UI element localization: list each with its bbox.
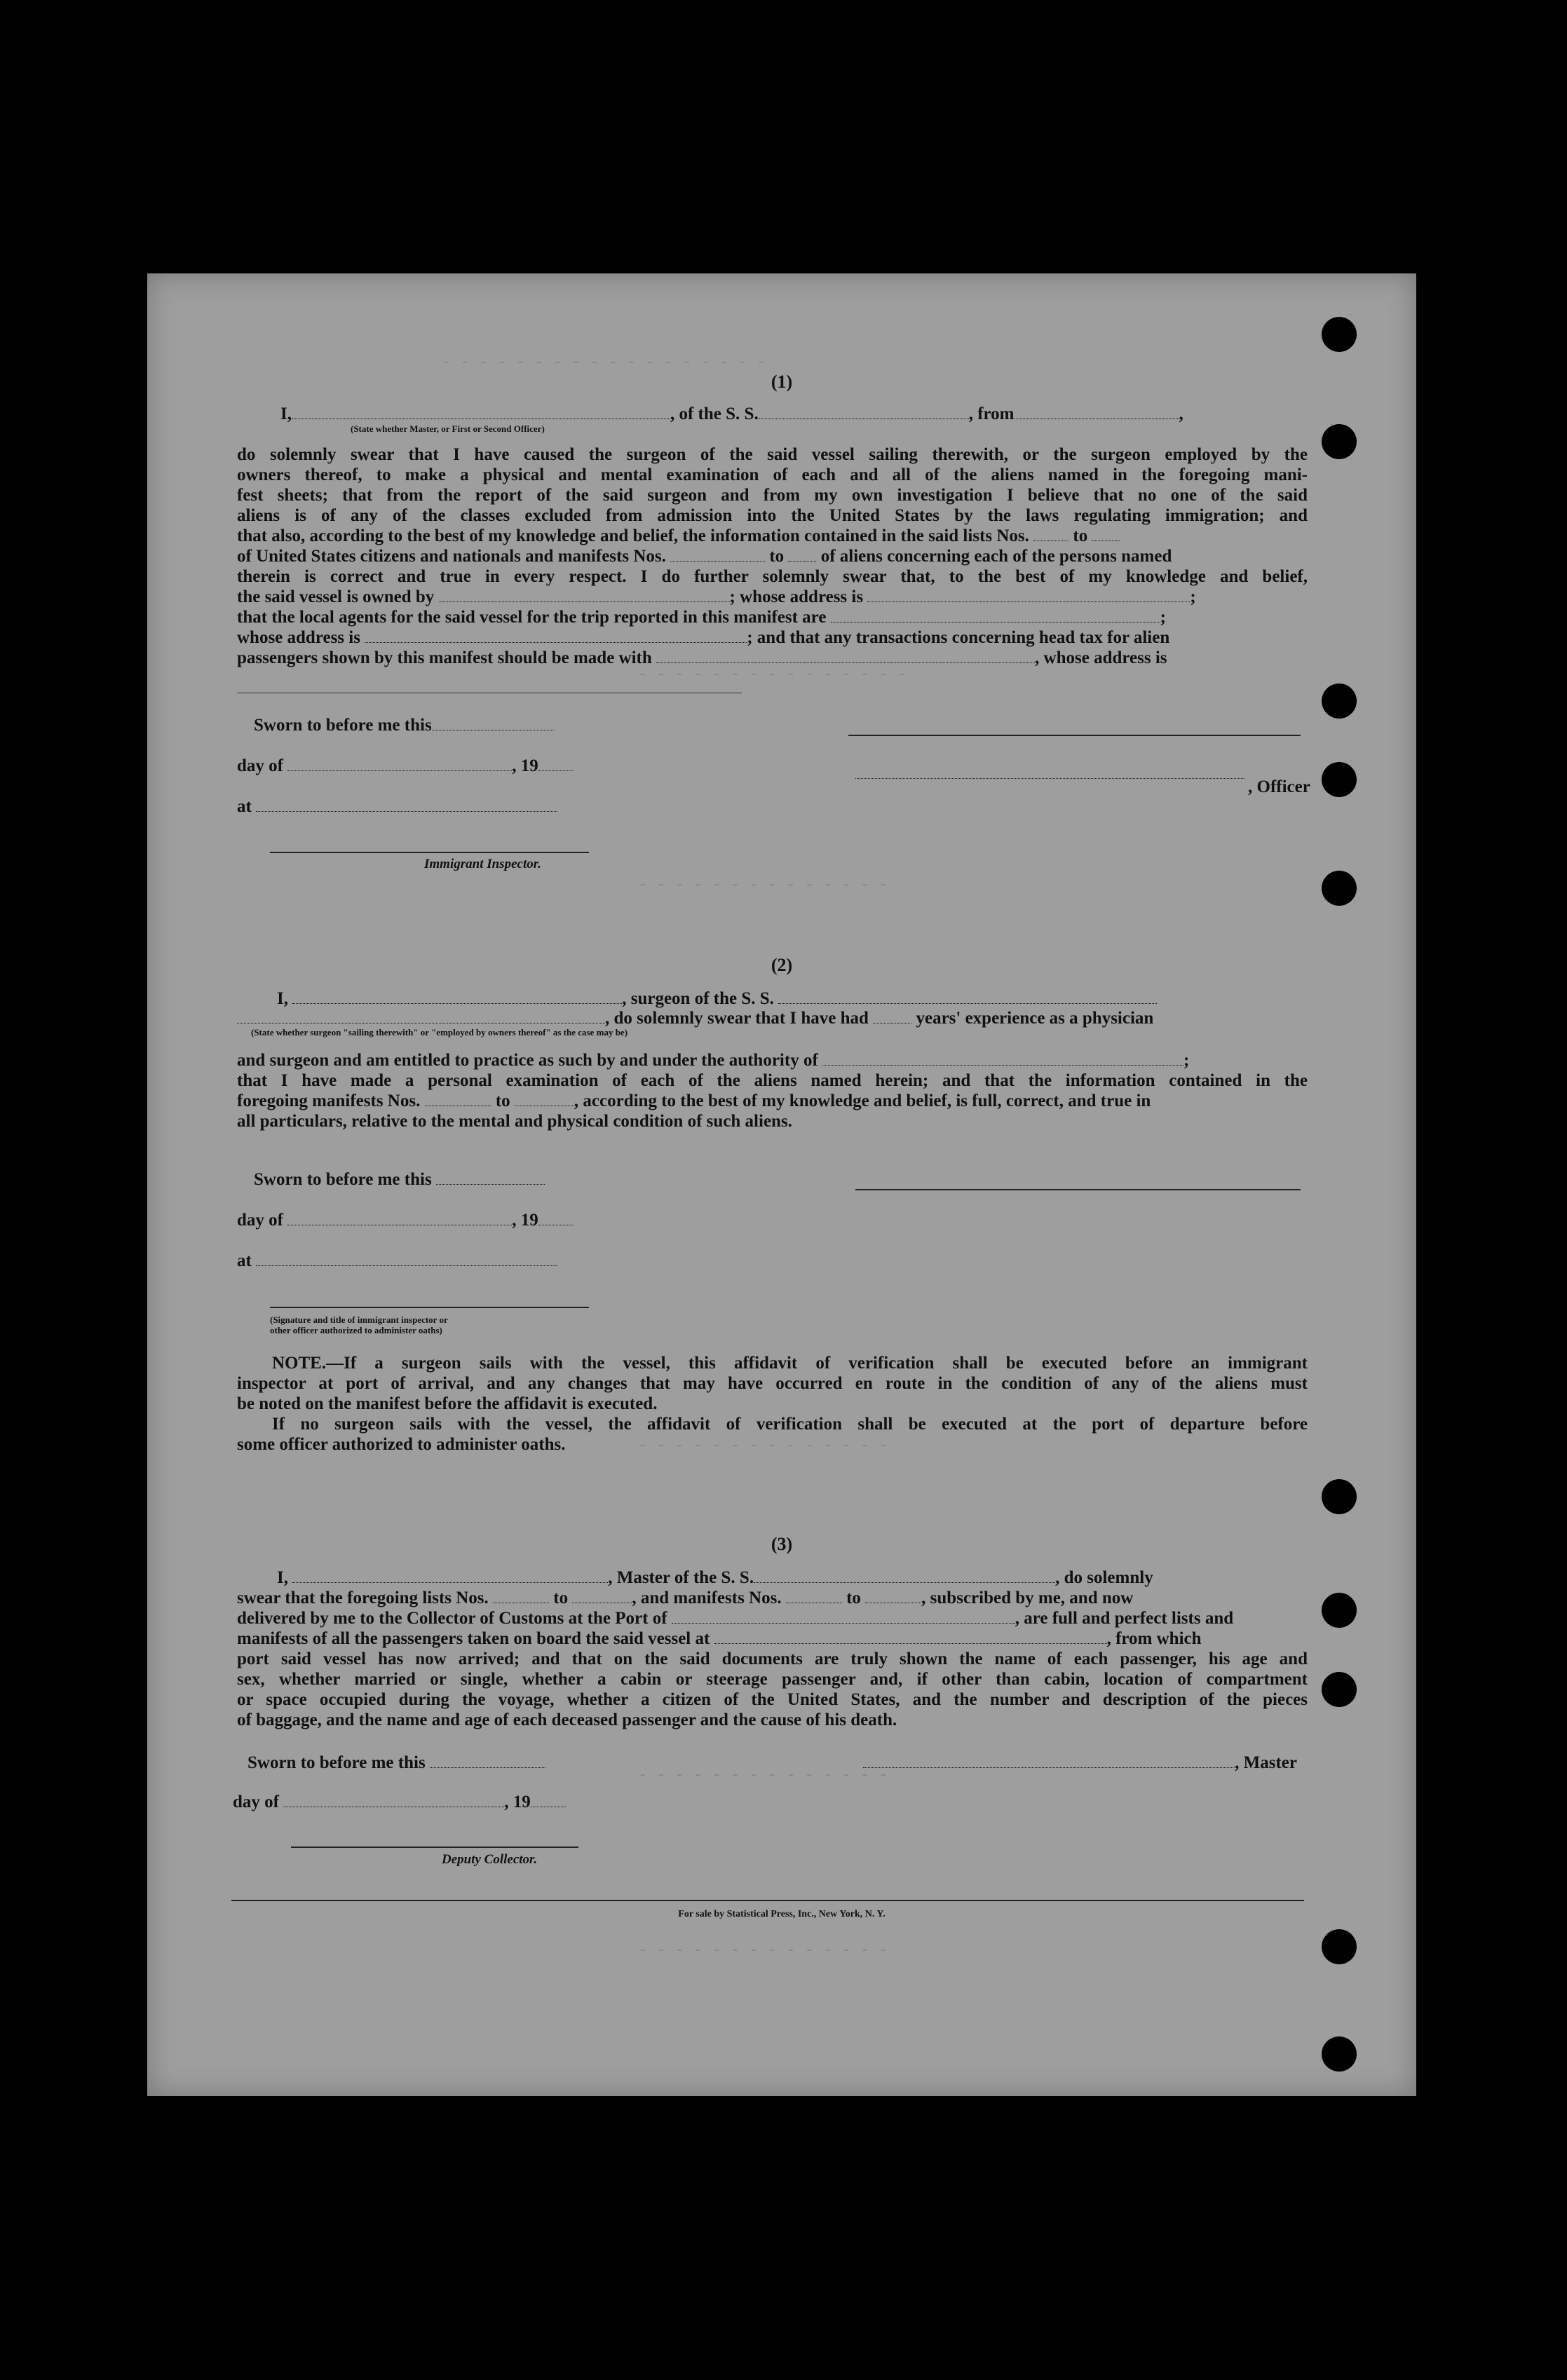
- surgeon-name-field[interactable]: [292, 991, 622, 1004]
- s2-manifests-from-field[interactable]: [425, 1093, 491, 1106]
- surgeon-ship-field[interactable]: [778, 991, 1157, 1004]
- s2-manifests-to-field[interactable]: [515, 1093, 574, 1106]
- s1-from-field[interactable]: [1015, 406, 1179, 419]
- text: , Master of the S. S.: [608, 1568, 754, 1587]
- s2-sig-note: [270, 1314, 448, 1335]
- s2-line-2: [237, 1008, 1308, 1028]
- s3-lists-line: [237, 1588, 1308, 1608]
- note-line: If no surgeon sails with the vessel, the affidavit of verification shall be executed at the port of departure before: [272, 1415, 1308, 1434]
- text: , do solemnly swear that I have had: [605, 1009, 869, 1028]
- text: , from which: [1106, 1629, 1202, 1648]
- text: manifests of all the passengers taken on board the said vessel at: [237, 1629, 710, 1648]
- note-line: [237, 1353, 1308, 1373]
- text: Sworn to before me this: [254, 716, 432, 735]
- manifest-page: [147, 273, 1416, 2096]
- s1-agents-line: [237, 607, 1308, 627]
- owner-field[interactable]: [439, 589, 730, 602]
- text: , subscribed by me, and now: [921, 1589, 1134, 1607]
- text: other officer authorized to administer oaths): [270, 1325, 442, 1335]
- year-field[interactable]: [538, 758, 574, 771]
- s2-sworn-field[interactable]: [436, 1171, 545, 1185]
- s1-officer: , Officer: [1248, 777, 1310, 796]
- text: I,: [277, 989, 288, 1008]
- s2-body-line: all particulars, relative to the mental and physical condition of such aliens.: [237, 1112, 792, 1131]
- s3-lists-to-field[interactable]: [572, 1590, 632, 1603]
- binder-hole: [1322, 1593, 1357, 1628]
- s1-owner-line: [237, 587, 1308, 607]
- text: ; and that any transactions concerning head tax for alien: [747, 628, 1170, 647]
- s2-manifests-line: [237, 1091, 1308, 1111]
- s1-note: (State whether Master, or First or Second Officer): [351, 423, 545, 434]
- text: , whose address is: [1035, 648, 1167, 667]
- years-field[interactable]: [873, 1010, 911, 1024]
- s1-manifests-line: [237, 546, 1308, 566]
- text: to: [1073, 526, 1088, 545]
- binder-hole: [1322, 684, 1357, 719]
- text: ;: [1190, 587, 1196, 606]
- text: at: [237, 797, 252, 816]
- s2-line-1: [277, 988, 1301, 1009]
- s2-at: [237, 1251, 557, 1271]
- owner-address-field[interactable]: [867, 589, 1190, 602]
- binder-hole: [1322, 1672, 1357, 1707]
- s3-body: [237, 1588, 1308, 1730]
- s1-ship-field[interactable]: [759, 406, 969, 419]
- s2-day-field[interactable]: [287, 1212, 512, 1225]
- lists-to-field[interactable]: [1092, 528, 1120, 541]
- s3-day-field[interactable]: [283, 1794, 504, 1807]
- note-line: inspector at port of arrival, and any changes that may have occurred en route in the condition of any of the aliens must: [237, 1374, 1308, 1393]
- binder-hole: [1322, 317, 1357, 352]
- text: ; whose address is: [729, 587, 864, 606]
- bleed-through: - - - - - - - - - - - - - -: [638, 1767, 888, 1784]
- master-name-field[interactable]: [292, 1570, 608, 1583]
- s2-note: (State whether surgeon "sailing therewith" or "employed by owners thereof" as the case may be): [251, 1027, 628, 1038]
- text: —If a surgeon sails with the vessel, this affidavit of verification shall be executed before an immigrant: [326, 1354, 1308, 1373]
- text: , 19: [504, 1793, 531, 1811]
- text: , Master: [1235, 1753, 1297, 1772]
- s3-body-line: of baggage, and the name and age of each deceased passenger and the cause of his death.: [237, 1711, 897, 1729]
- note-line: be noted on the manifest before the affidavit is executed.: [237, 1394, 658, 1413]
- text: to: [495, 1092, 510, 1110]
- text: that also, according to the best of my knowledge and belief, the information contained in the said lists Nos.: [237, 526, 1029, 545]
- text: to: [553, 1589, 569, 1607]
- s3-port-line: [237, 1608, 1308, 1628]
- s1-name-field[interactable]: [292, 406, 670, 419]
- s3-manifests-to-field[interactable]: [865, 1590, 921, 1603]
- section-1-heading: (1): [771, 372, 793, 392]
- s2-sig-rule: [270, 1307, 589, 1308]
- text: ;: [1183, 1051, 1190, 1070]
- bleed-through: - - - - - - - - - - - - - -: [638, 1437, 888, 1455]
- bleed-through: - - - - - - - - - - - - - -: [638, 1942, 888, 1959]
- s3-line-1: [277, 1568, 1308, 1588]
- manifests-to-field[interactable]: [788, 548, 816, 562]
- text: passengers shown by this manifest should be made with: [237, 648, 652, 667]
- bleed-through: - - - - - - - - - - - - - -: [638, 876, 888, 894]
- text: , 19: [512, 1211, 538, 1230]
- master-ship-field[interactable]: [754, 1570, 1055, 1583]
- s3-manifests-from-field[interactable]: [786, 1590, 842, 1603]
- s1-body-line: owners thereof, to make a physical and mental examination of each and all of the aliens named in the foregoing mani-: [237, 465, 1308, 484]
- s3-body-line: sex, whether married or single, whether a cabin or steerage passenger and, if other than cabin, location of compartment: [237, 1670, 1308, 1689]
- s2-at-field[interactable]: [256, 1253, 557, 1266]
- s3-lists-from-field[interactable]: [493, 1590, 549, 1603]
- s1-line-1: I, , of the S. S. , from ,: [280, 404, 1183, 423]
- master-signature-field[interactable]: [863, 1755, 1235, 1768]
- manifests-from-field[interactable]: [670, 548, 765, 562]
- text: , and manifests Nos.: [632, 1589, 782, 1607]
- s1-body-line: fest sheets; that from the report of the said surgeon and from my own investigation I believe that no one of the said: [237, 486, 1308, 505]
- section-3-heading: (3): [771, 1534, 793, 1554]
- footer-imprint: For sale by Statistical Press, Inc., New York, N. Y.: [678, 1909, 886, 1919]
- s3-sworn-field[interactable]: [430, 1755, 545, 1768]
- headtax-field[interactable]: [656, 650, 1035, 663]
- day-field[interactable]: [287, 758, 512, 771]
- s2-year-field[interactable]: [538, 1212, 574, 1225]
- port-field[interactable]: [672, 1610, 1015, 1624]
- sworn-day-field[interactable]: [432, 717, 555, 730]
- authority-field[interactable]: [822, 1052, 1183, 1066]
- binder-hole: [1322, 1929, 1357, 1964]
- text: (Signature and title of immigrant inspector or: [270, 1314, 448, 1325]
- s1-sworn: [254, 715, 555, 735]
- s3-sworn: [247, 1753, 545, 1773]
- text: , according to the best of my knowledge and belief, is full, correct, and true in: [574, 1092, 1151, 1110]
- bleed-through: - - - - - - - - - - - - - - - - - -: [442, 354, 766, 372]
- text: to: [769, 547, 785, 566]
- s2-day: [237, 1210, 574, 1230]
- s2-body: [237, 1050, 1308, 1131]
- text: years' experience as a physician: [916, 1009, 1154, 1028]
- note-line: some officer authorized to administer oaths.: [237, 1435, 566, 1454]
- text: to: [846, 1589, 861, 1607]
- footer-rule: [231, 1900, 1304, 1901]
- text: , surgeon of the S. S.: [622, 989, 774, 1008]
- s1-at: [237, 796, 557, 817]
- text: whose address is: [237, 628, 360, 647]
- text: of United States citizens and nationals and manifests Nos.: [237, 547, 666, 566]
- s3-deputy-rule: [291, 1847, 578, 1848]
- text: Sworn to before me this: [247, 1753, 426, 1772]
- binder-hole: [1322, 2036, 1357, 2072]
- s2-authority-line: [237, 1050, 1308, 1070]
- s1-body-line: do solemnly swear that I have caused the surgeon of the said vessel sailing therewith, or the surgeon employed by the: [237, 445, 1308, 464]
- s1-ss: , of the S. S.: [670, 404, 759, 423]
- bleed-through: - - - - - - - - - - - - - - -: [638, 666, 907, 684]
- text: , are full and perfect lists and: [1015, 1609, 1234, 1628]
- text: the said vessel is owned by: [237, 587, 435, 606]
- text: Sworn to before me this: [254, 1170, 432, 1189]
- text: day of: [237, 756, 283, 775]
- text: at: [237, 1251, 252, 1270]
- s1-i: I,: [280, 404, 292, 423]
- s1-body-line: therein is correct and true in every respect. I do further solemnly swear that, to the best of my knowledge and belief,: [237, 567, 1308, 586]
- s1-from: , from: [968, 404, 1015, 423]
- text: day of: [237, 1211, 283, 1230]
- text: of aliens concerning each of the persons named: [820, 547, 1172, 566]
- text: day of: [233, 1793, 279, 1811]
- text: that the local agents for the said vessel for the trip reported in this manifest are: [237, 608, 827, 627]
- text: ;: [1160, 608, 1166, 627]
- binder-hole: [1322, 871, 1357, 906]
- s3-year-field[interactable]: [531, 1794, 566, 1807]
- surgeon-type-field[interactable]: [237, 1010, 605, 1024]
- lists-from-field[interactable]: [1033, 528, 1069, 541]
- text: delivered by me to the Collector of Customs at the Port of: [237, 1609, 667, 1628]
- s3-deputy-label: Deputy Collector.: [442, 1852, 538, 1867]
- departure-port-field[interactable]: [714, 1631, 1107, 1644]
- s1-day: [237, 756, 574, 776]
- agents-field[interactable]: [831, 609, 1160, 623]
- s1-signature-rule: [848, 735, 1301, 736]
- s3-body-line: or space occupied during the voyage, whether a citizen of the United States, and the number and description of the pieces: [237, 1690, 1308, 1709]
- section-2-heading: (2): [771, 955, 793, 975]
- text: , do solemnly: [1055, 1568, 1153, 1587]
- s1-inspector-label: Immigrant Inspector.: [424, 857, 541, 871]
- s2-body-line: that I have made a personal examination of each of the aliens named herein; and that the information contained in the: [237, 1071, 1308, 1090]
- text: swear that the foregoing lists Nos.: [237, 1589, 489, 1607]
- text: and surgeon and am entitled to practice as such by and under the authority of: [237, 1051, 818, 1070]
- binder-hole: [1322, 424, 1357, 459]
- s2-signature-rule: [855, 1189, 1301, 1190]
- text: foregoing manifests Nos.: [237, 1092, 421, 1110]
- agents-address-field[interactable]: [365, 630, 747, 643]
- text: I,: [277, 1568, 288, 1587]
- text: , 19: [512, 756, 538, 775]
- note-label: NOTE.: [272, 1354, 327, 1373]
- s1-body-line: aliens is of any of the classes excluded from admission into the United States by the laws regulating immigration; and: [237, 506, 1308, 525]
- s2-note-block: [237, 1353, 1308, 1455]
- s3-body-line: port said vessel has now arrived; and that on the said documents are truly shown the name of each passenger, his age and: [237, 1650, 1308, 1668]
- s1-lists-line: [237, 526, 1308, 546]
- at-field[interactable]: [256, 798, 557, 812]
- binder-hole: [1322, 1479, 1357, 1514]
- s2-sworn: [254, 1169, 545, 1190]
- s3-vessel-line: [237, 1628, 1308, 1649]
- s1-headtax-line: [237, 648, 1308, 668]
- s3-master: [848, 1753, 1297, 1773]
- s3-day: [233, 1792, 566, 1812]
- s1-agents-address-line: [237, 627, 1308, 648]
- s1-body: [237, 444, 1308, 668]
- s1-inspector-rule: [270, 852, 589, 853]
- s1-officer-rule: [855, 778, 1244, 779]
- binder-hole: [1322, 762, 1357, 797]
